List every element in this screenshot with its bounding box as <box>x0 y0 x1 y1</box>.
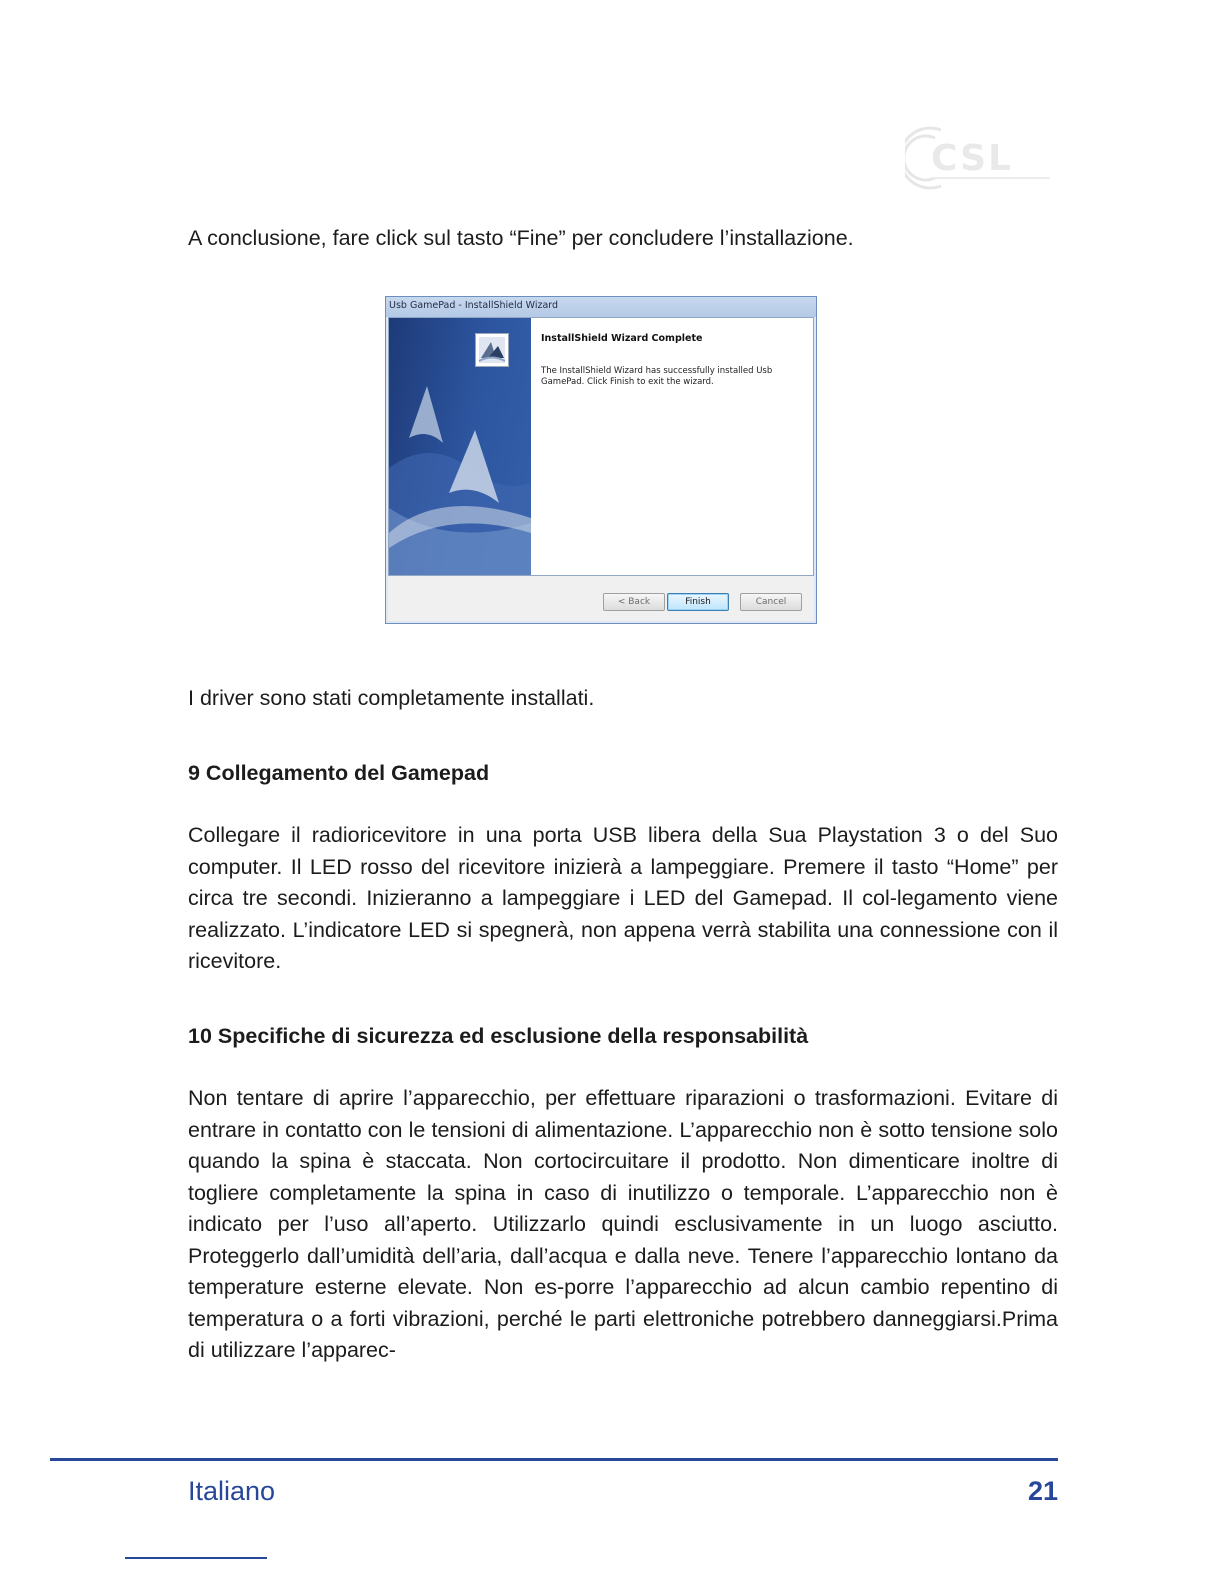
section-9-heading: 9 Collegamento del Gamepad <box>188 761 490 785</box>
footer-underline <box>125 1557 267 1559</box>
cancel-button[interactable]: Cancel <box>740 593 802 611</box>
back-button[interactable]: < Back <box>603 593 665 611</box>
window-body <box>388 317 814 576</box>
intro-text: A conclusione, fare click sul tasto “Fine” per concludere l’installazione. <box>188 226 854 250</box>
wizard-heading: InstallShield Wizard Complete <box>541 333 703 344</box>
page-number: 21 <box>1027 1476 1058 1506</box>
install-complete-text: I driver sono stati completamente installati. <box>188 686 595 710</box>
window-title: Usb GamePad - InstallShield Wizard <box>386 297 816 317</box>
window-button-bar <box>388 576 814 621</box>
csl-logo <box>905 122 1055 194</box>
section-9-body: Collegare il radioricevitore in una porta USB libera della Sua Playstation 3 o del Suo computer. Il LED rosso del ricevitore inizierà a lampeggiare. Premere il tasto “Home” per circa tre secondi. Inizieranno a lampeggiare i LED del Gamepad. Il col-legamento viene realizzato. L’indicatore LED si spegnerà, non appena verrà stabilita una connessione con il ricevitore. <box>188 823 1058 973</box>
installshield-window <box>385 296 817 624</box>
finish-button[interactable]: Finish <box>667 593 729 611</box>
footer-language: Italiano <box>188 1476 276 1506</box>
wizard-message: The InstallShield Wizard has successfully installed Usb GamePad. Click Finish to exit the wizard. <box>541 366 773 387</box>
footer-divider <box>50 1458 1058 1461</box>
section-10-heading: 10 Specifiche di sicurezza ed esclusione della responsabilità <box>188 1024 809 1048</box>
svg-text:CSL: CSL <box>931 138 1013 179</box>
wizard-side-graphic <box>389 318 531 575</box>
section-10-body: Non tentare di aprire l’apparecchio, per effettuare riparazioni o trasformazioni. Evitare di entrare in contatto con le tensioni di alimentazione. L’apparecchio non è sotto tensione solo quando la spina è staccata. Non cortocircuitare il prodotto. Non dimenticare inoltre di togliere completamente la spina in caso di inutilizzo o temporale. L’apparecchio non è indicato per l’uso all’aperto. Utilizzarlo quindi esclusivamente in un luogo asciutto. Proteggerlo dall’umidità dell’aria, dall’acqua e dalla neve. Tenere l’apparecchio lontano da temperature esterne elevate. Non es-porre l’apparecchio ad alcun cambio repentino di temperatura o a forti vibrazioni, perché le parti elettroniche potrebbero danneggiarsi.Prima di utilizzare l’apparec- <box>188 1086 1058 1362</box>
installshield-icon <box>475 333 509 367</box>
